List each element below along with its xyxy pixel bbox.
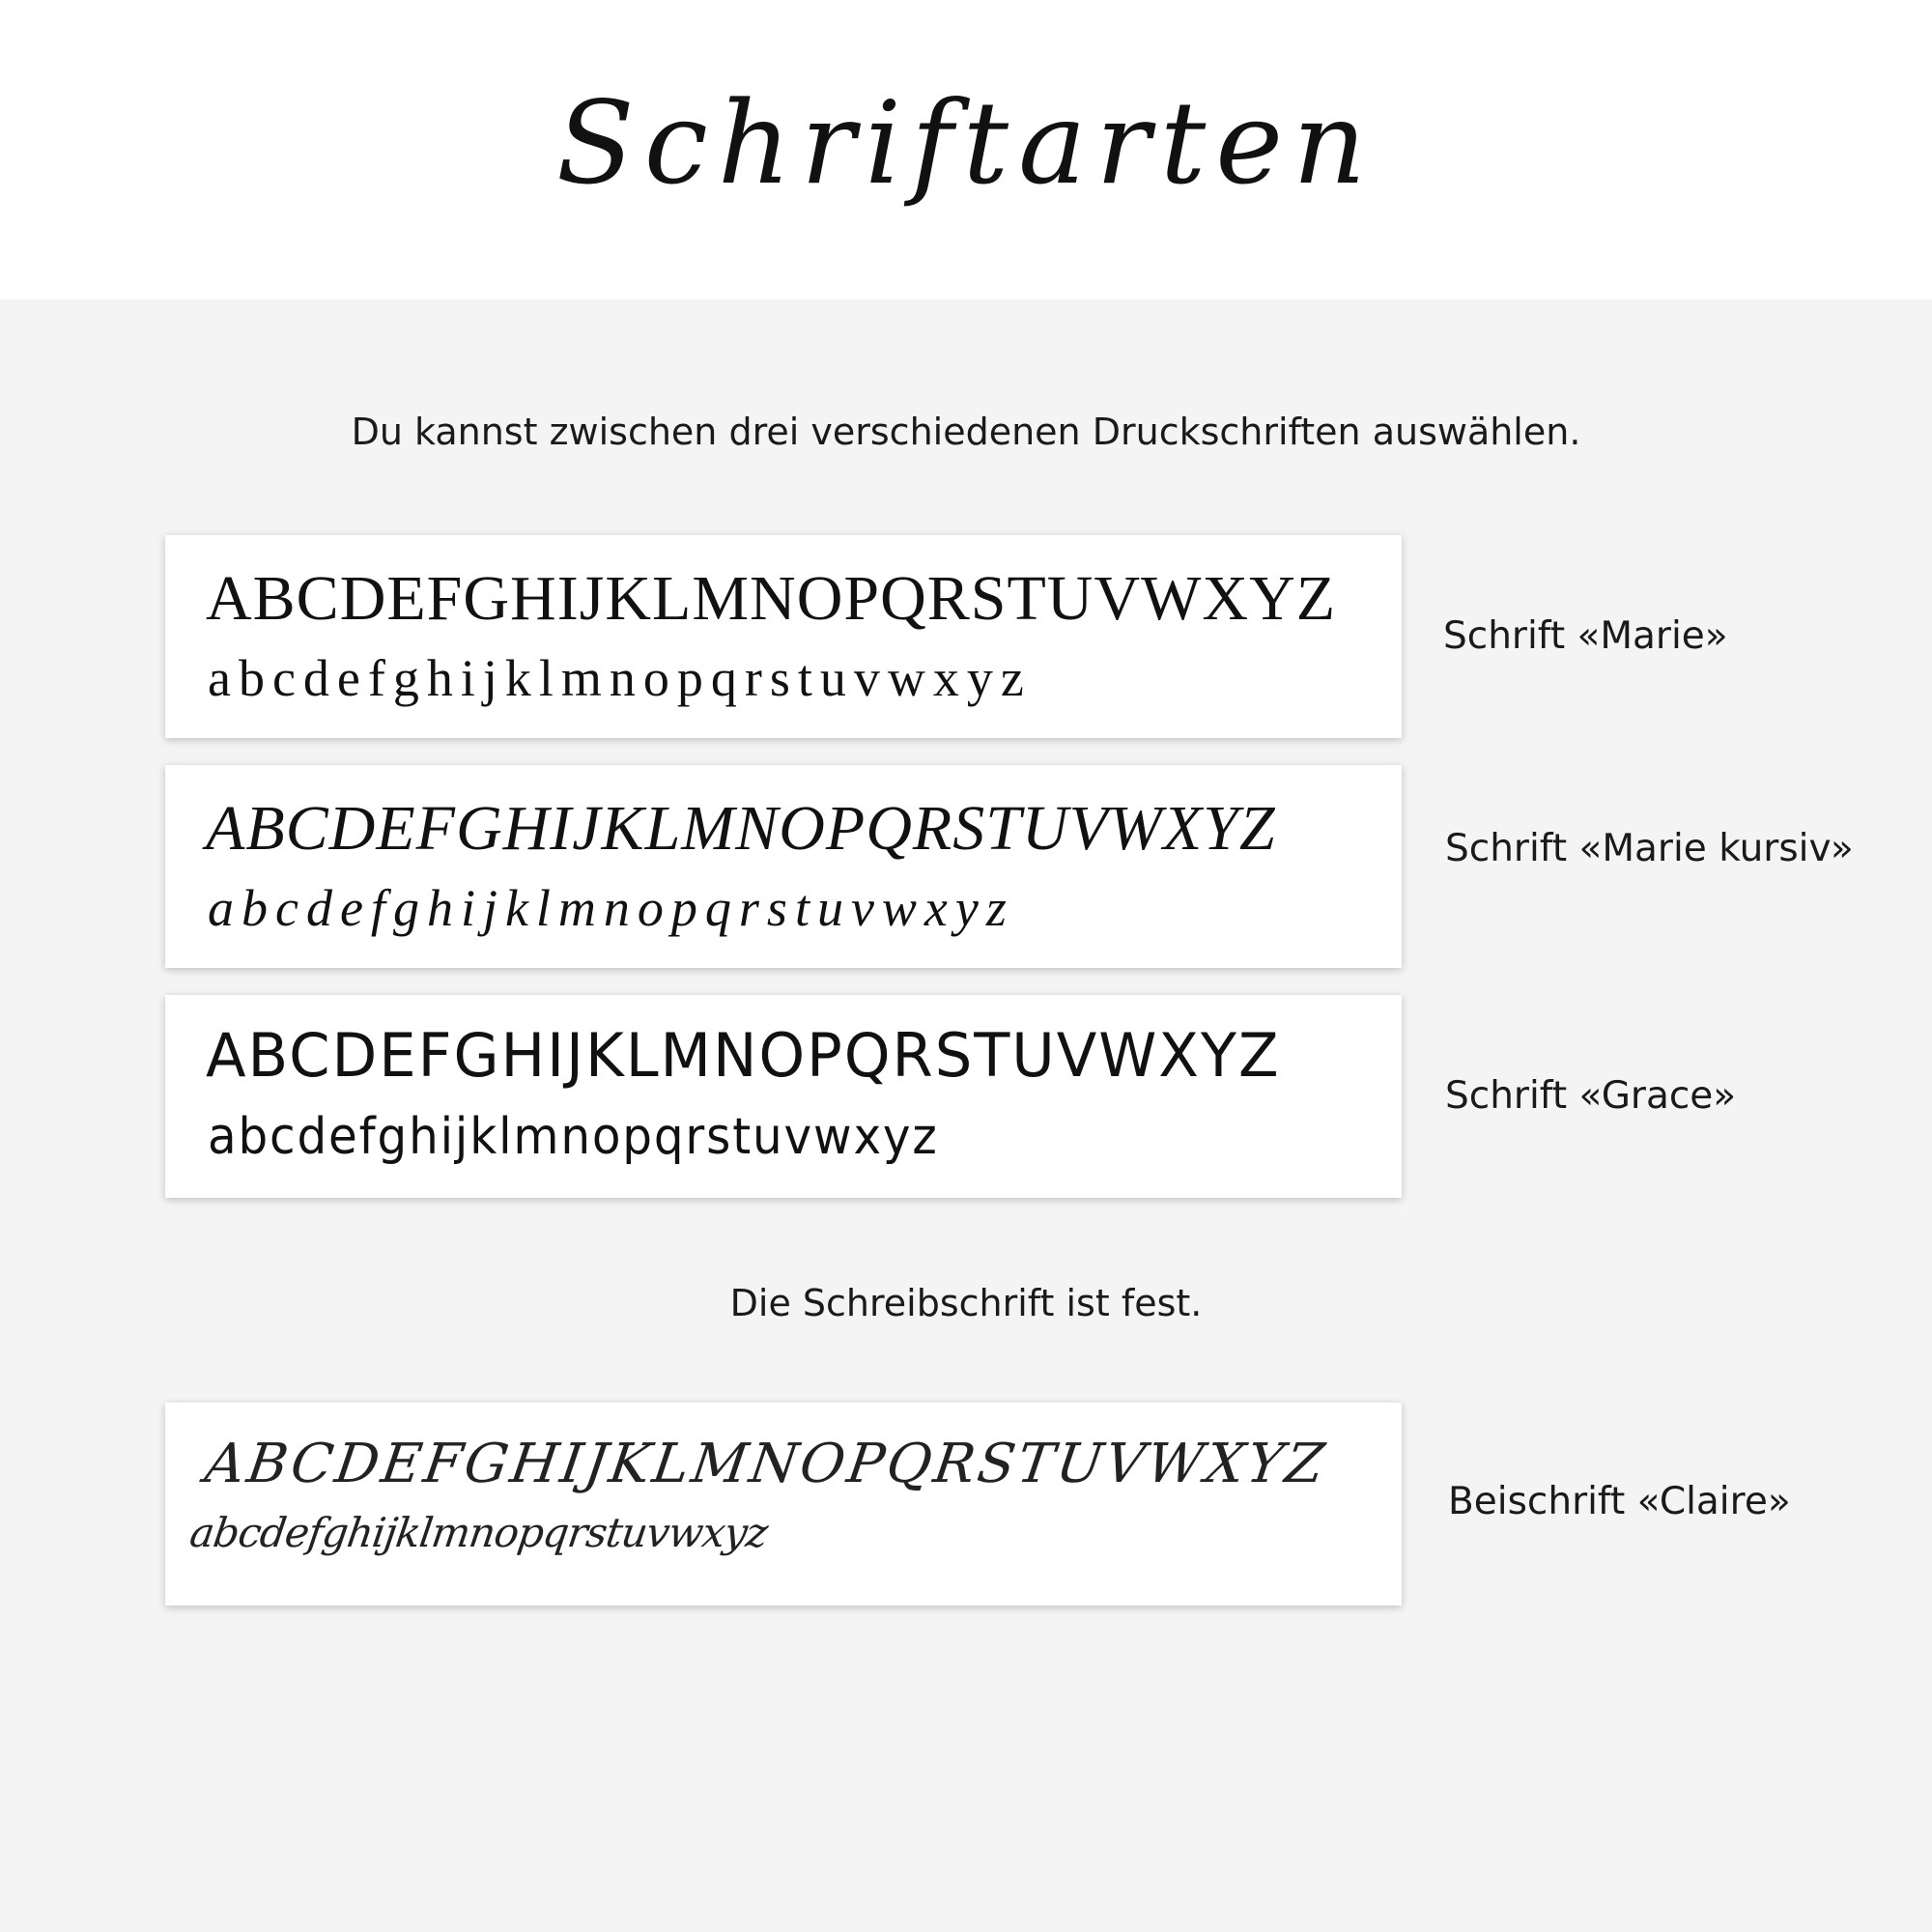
font-sample-card-marie[interactable] (165, 535, 1402, 738)
uppercase-sample: ABCDEFGHIJKLMNOPQRSTUVWXYZ (206, 1020, 1281, 1091)
lowercase-sample: abcdefghijklmnopqrstuvwxyz (186, 1509, 771, 1556)
lowercase-sample: abcdefghijklmnopqrstuvwxyz (208, 879, 1014, 937)
uppercase-sample: ABCDEFGHIJKLMNOPQRSTUVWXYZ (206, 563, 1337, 634)
page-title: Schriftarten (555, 76, 1377, 210)
font-label-grace: Schrift «Grace» (1445, 1074, 1737, 1118)
font-sample-card-claire (165, 1403, 1402, 1605)
uppercase-sample: ABCDEFGHIJKLMNOPQRSTUVWXYZ (206, 793, 1276, 864)
intro-text: Du kannst zwischen drei verschiedenen Druckschriften auswählen. (351, 411, 1581, 453)
lowercase-sample: abcdefghijklmnopqrstuvwxyz (208, 1108, 939, 1166)
header-panel (0, 0, 1932, 299)
font-label-claire: Beischrift «Claire» (1448, 1480, 1791, 1523)
font-label-marie-kursiv: Schrift «Marie kursiv» (1445, 827, 1854, 870)
font-label-marie: Schrift «Marie» (1443, 614, 1728, 658)
lowercase-sample: abcdefghijklmnopqrstuvwxyz (208, 649, 1032, 707)
uppercase-sample: ABCDEFGHIJKLMNOPQRSTUVWXYZ (201, 1433, 1331, 1495)
font-sample-card-marie-kursiv[interactable] (165, 765, 1402, 968)
script-note-text: Die Schreibschrift ist fest. (729, 1282, 1203, 1324)
font-sample-card-grace[interactable] (165, 995, 1402, 1198)
